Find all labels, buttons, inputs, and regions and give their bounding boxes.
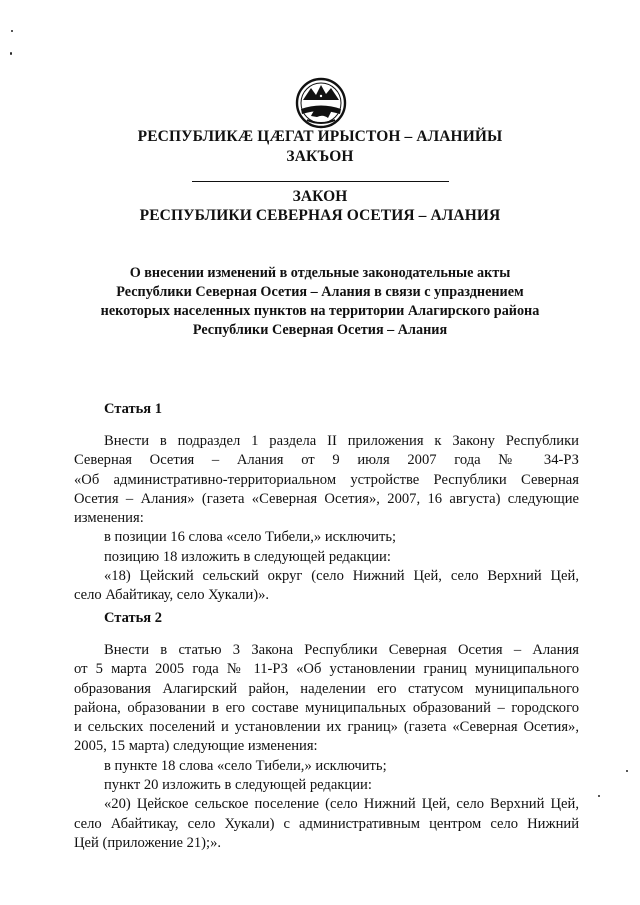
- scan-speck: [598, 795, 600, 797]
- ossetian-republic-title: РЕСПУБЛИКӔ ЦӔГАТ ИРЫСТОН – АЛАНИЙЫ: [137, 128, 503, 145]
- article-2-line: Цей (приложение 21);».: [74, 834, 222, 851]
- article-1-heading: Статья 1: [104, 401, 162, 417]
- article-1-line: Северная Осетия – Алания от 9 июля 2007 года № 34-РЗ: [74, 452, 579, 469]
- article-1-line: село Абайтикау, село Хукали)».: [74, 587, 270, 604]
- scan-speck: [626, 770, 628, 772]
- article-1-line: «Об административно-территориальном устройстве Республики Северная: [74, 471, 579, 488]
- scan-speck: [11, 30, 13, 32]
- coat-of-arms-icon: [295, 76, 347, 130]
- article-2-line: «20) Цейское сельское поселение (село Нижний Цей, село Верхний Цей,: [104, 796, 579, 813]
- article-2-line: района, образовании в его составе муниципальных образований – городского: [74, 699, 579, 716]
- article-2-line: 2005, 15 марта) следующие изменения:: [74, 738, 318, 755]
- russian-republic-title: РЕСПУБЛИКИ СЕВЕРНАЯ ОСЕТИЯ – АЛАНИЯ: [139, 207, 501, 224]
- ossetian-law-label: ЗАКЪОН: [286, 148, 354, 165]
- scan-speck: [10, 52, 12, 55]
- article-1-line: в позиции 16 слова «село Тибели,» исключить;: [104, 529, 397, 546]
- article-2-body: [74, 641, 579, 853]
- article-2-line: и сельских поселений и установлении их границ» (газета «Северная Осетия»,: [74, 719, 579, 736]
- article-2-line: Внести в статью 3 Закона Республики Северная Осетия – Алания: [104, 642, 579, 658]
- article-1-line: «18) Цейский сельский округ (село Нижний Цей, село Верхний Цей,: [104, 568, 579, 585]
- article-1-line: позицию 18 изложить в следующей редакции:: [104, 548, 391, 565]
- russian-law-label: ЗАКОН: [292, 188, 348, 205]
- article-2-line: село Абайтикау, село Хукали) с административным центром село Нижний: [74, 815, 579, 832]
- article-1-line: Внести в подраздел 1 раздела II приложения к Закону Республики: [104, 433, 579, 449]
- article-2-heading: Статья 2: [104, 610, 162, 626]
- law-title-line: Республики Северная Осетия – Алания в связи с упразднением: [116, 284, 524, 300]
- article-2-line: от 5 марта 2005 года № 11-РЗ «Об установлении границ муниципального: [74, 661, 579, 678]
- law-title-line: некоторых населенных пунктов на территории Алагирского района: [100, 303, 540, 319]
- article-1-body: [74, 432, 579, 606]
- law-title-line: О внесении изменений в отдельные законодательные акты: [129, 265, 511, 281]
- law-title: [0, 264, 640, 340]
- header-divider: [192, 181, 449, 182]
- article-2-line: в пункте 18 слова «село Тибели,» исключить;: [104, 757, 387, 774]
- article-2-line: образования Алагирский район, наделении его статусом муниципального: [74, 680, 579, 697]
- law-title-line: Республики Северная Осетия – Алания: [192, 322, 448, 338]
- article-2-line: пункт 20 изложить в следующей редакции:: [104, 777, 372, 794]
- article-1-line: Осетия – Алания» (газета «Северная Осетия», 2007, 16 августа) следующие: [74, 490, 579, 507]
- article-1-line: изменения:: [74, 510, 144, 527]
